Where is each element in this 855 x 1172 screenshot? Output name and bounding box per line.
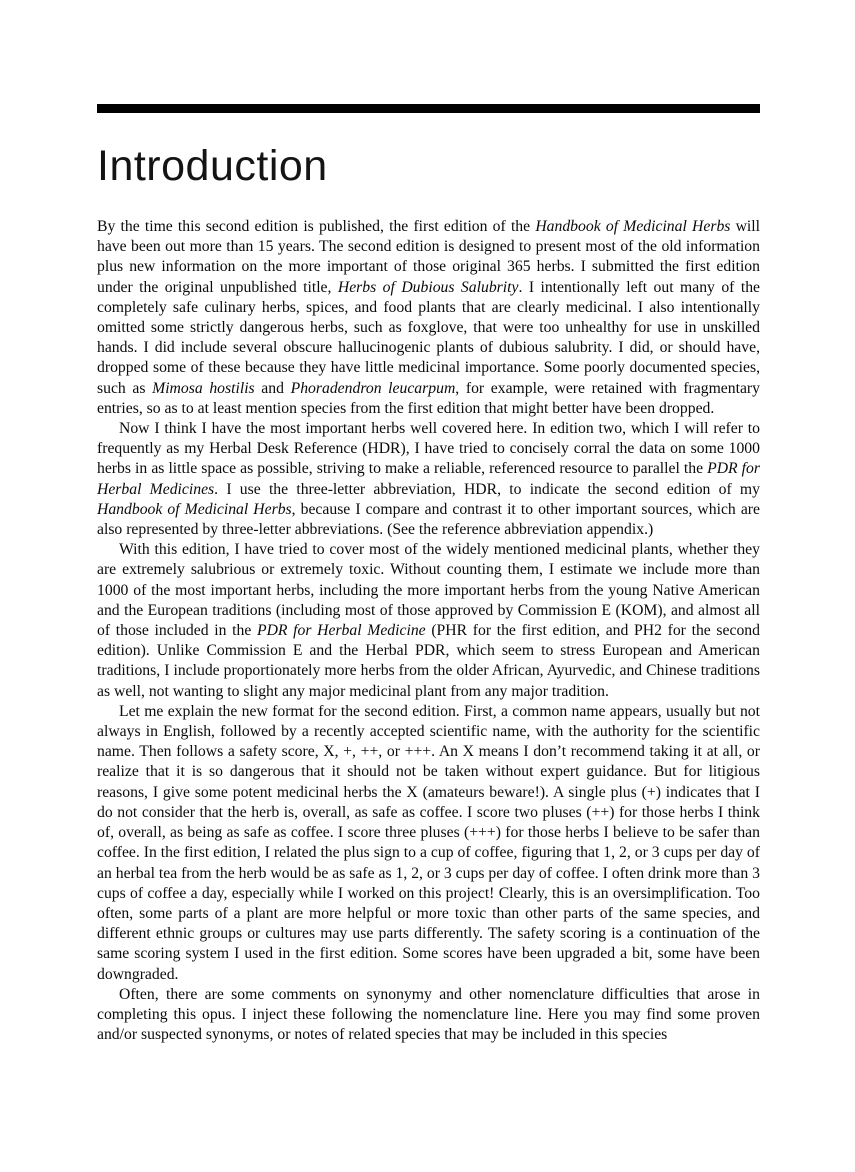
chapter-rule [97, 104, 760, 113]
body-text [97, 217, 760, 1045]
page-content [97, 0, 760, 1045]
paragraph: With this edition, I have tried to cover most of the widely mentioned medicinal plants, whether they are extremely salubrious or extremely toxic. Without counting them, I estimate we include more than 1000 of the most important herbs, including the more important herbs from the young Native American and the European traditions (including most of those approved by Commission E (KOM), and almost all of those included in the PDR for Herbal Medicine (PHR for the first edition, and PH2 for the second edition). Unlike Commission E and the Herbal PDR, which seem to stress European and American traditions, I include proportionately more herbs from the older African, Ayurvedic, and Chinese traditions as well, not wanting to slight any major medicinal plant from any major tradition. [97, 541, 760, 700]
paragraph: Let me explain the new format for the second edition. First, a common name appears, usually but not always in English, followed by a recently accepted scientific name, with the authority for the scientific name. Then follows a safety score, X, +, ++, or +++. An X means I don’t recommend taking it at all, or realize that it is so dangerous that it should not be taken without expert guidance. But for litigious reasons, I give some potent medicinal herbs the X (amateurs beware!). A single plus (+) indicates that I do not consider that the herb is, overall, as safe as coffee. I score two pluses (++) for those herbs I think of, overall, as being as safe as coffee. I score three pluses (+++) for those herbs I believe to be safer than coffee. In the first edition, I related the plus sign to a cup of coffee, figuring that 1, 2, or 3 cups per day of an herbal tea from the herb would be as safe as 1, 2, or 3 cups per day of coffee. I often drink more than 3 cups of coffee a day, especially while I worked on this project! Clearly, this is an oversimplification. Too often, some parts of a plant are more helpful or more toxic than other parts of the same species, and different ethnic groups or cultures may use parts differently. The safety scoring is a continuation of the same scoring system I used in the first edition. Some scores have been upgraded a bit, some have been downgraded. [97, 702, 760, 983]
paragraph: By the time this second edition is published, the first edition of the Handbook of Medicinal Herbs will have been out more than 15 years. The second edition is designed to present most of the old information plus new information on the more important of those original 365 herbs. I submitted the first edition under the original unpublished title, Herbs of Dubious Salubrity. I intentionally left out many of the completely safe culinary herbs, spices, and food plants that are clearly medicinal. I also intentionally omitted some strictly dangerous herbs, such as foxglove, that were too unhealthy for use in unskilled hands. I did include several obscure hallucinogenic plants of dubious salubrity. I did, or should have, dropped some of these because they have little medicinal importance. Some poorly documented species, such as Mimosa hostilis and Phoradendron leucarpum, for example, were retained with fragmentary entries, so as to at least mention species from the first edition that might better have been dropped. [97, 218, 761, 417]
page-title: Introduction [97, 142, 328, 190]
paragraph: Now I think I have the most important herbs well covered here. In edition two, which I will refer to frequently as my Herbal Desk Reference (HDR), I have tried to concisely corral the data on some 1000 herbs in as little space as possible, striving to make a reliable, referenced resource to parallel the PDR for Herbal Medicines. I use the three-letter abbreviation, HDR, to indicate the second edition of my Handbook of Medicinal Herbs, because I compare and contrast it to other important sources, which are also represented by three-letter abbreviations. (See the reference abbreviation appendix.) [97, 420, 760, 539]
paragraph: Often, there are some comments on synonymy and other nomenclature difficulties that arose in completing this opus. I inject these following the nomenclature line. Here you may find some proven and/or suspected synonyms, or notes of related species that may be included in this species [97, 985, 760, 1044]
